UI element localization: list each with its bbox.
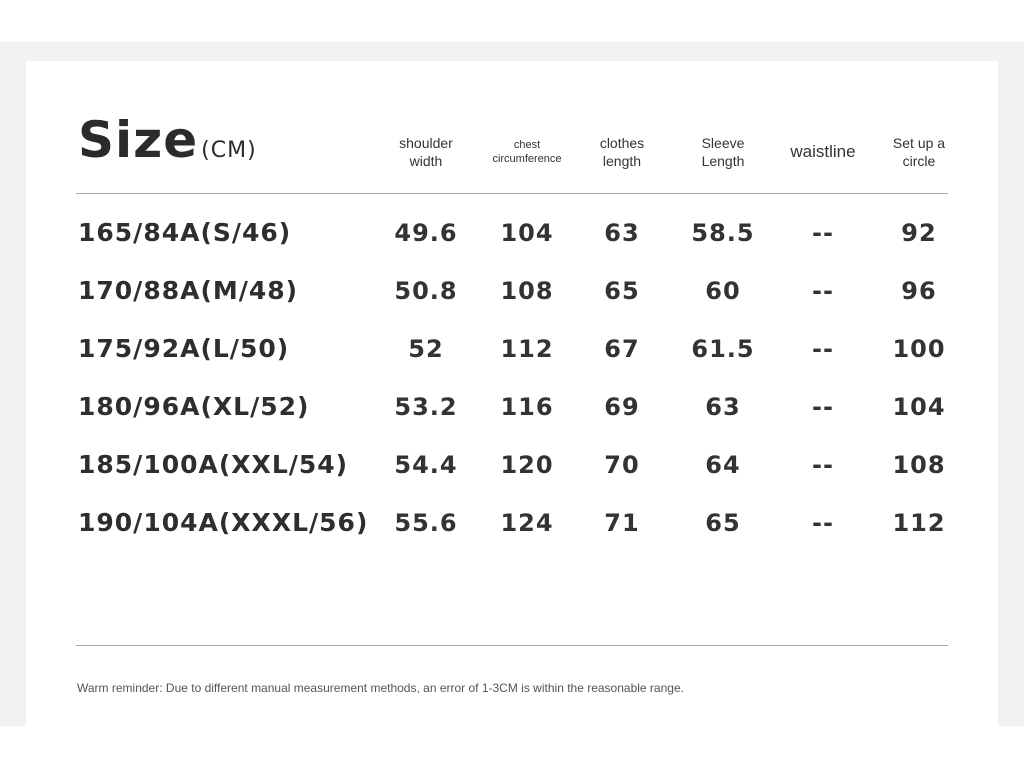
header-shoulder-width: shoulder width [399, 134, 453, 169]
table-cell: 120 [500, 451, 554, 479]
table-cell: 70 [604, 451, 640, 479]
table-cell: 60 [705, 277, 741, 305]
table-cell: 64 [705, 451, 741, 479]
table-cell: 67 [604, 335, 640, 363]
table-cell: 112 [500, 335, 554, 363]
header-set-up-a-circle: Set up a circle [892, 134, 946, 169]
table-cell: -- [812, 335, 834, 363]
header-chest-circumference: chest circumference [492, 138, 562, 165]
table-row [26, 213, 998, 253]
table-cell: 50.8 [394, 277, 458, 305]
table-cell: 63 [604, 219, 640, 247]
header-clothes-length: clothes length [599, 134, 645, 169]
table-cell: 65 [604, 277, 640, 305]
table-cell: 104 [892, 393, 946, 421]
title-unit: (CM) [201, 138, 257, 163]
page-top-margin [0, 0, 1024, 42]
warm-reminder: Warm reminder: Due to different manual measurement methods, an error of 1-3CM is within the reasonable range. [77, 681, 684, 695]
table-cell: 92 [901, 219, 937, 247]
table-cell: 108 [892, 451, 946, 479]
table-cell: 116 [500, 393, 554, 421]
footer-divider [76, 645, 948, 646]
table-cell: 54.4 [394, 451, 458, 479]
table-cell: 53.2 [394, 393, 458, 421]
table-cell: 55.6 [394, 509, 458, 537]
table-cell: 104 [500, 219, 554, 247]
title-main: Size [78, 111, 199, 169]
table-row [26, 271, 998, 311]
header-divider [76, 193, 948, 194]
size-label: 170/88A(M/48) [78, 276, 299, 305]
table-cell: -- [812, 509, 834, 537]
size-label: 185/100A(XXL/54) [78, 450, 349, 479]
size-label: 165/84A(S/46) [78, 218, 292, 247]
size-chart-card [26, 61, 998, 726]
table-cell: -- [812, 219, 834, 247]
table-cell: 61.5 [691, 335, 755, 363]
table-cell: -- [812, 277, 834, 305]
table-row [26, 329, 998, 369]
table-cell: 52 [408, 335, 444, 363]
table-cell: -- [812, 393, 834, 421]
table-cell: 124 [500, 509, 554, 537]
table-row [26, 387, 998, 427]
table-cell: 100 [892, 335, 946, 363]
table-cell: 65 [705, 509, 741, 537]
table-cell: 71 [604, 509, 640, 537]
size-label: 190/104A(XXXL/56) [78, 508, 369, 537]
page-bottom-margin [0, 726, 1024, 768]
header-waistline: waistline [790, 141, 856, 161]
size-label: 180/96A(XL/52) [78, 392, 310, 421]
table-cell: 49.6 [394, 219, 458, 247]
size-label: 175/92A(L/50) [78, 334, 290, 363]
table-cell: 58.5 [691, 219, 755, 247]
table-cell: 96 [901, 277, 937, 305]
chart-title [78, 111, 257, 171]
table-cell: 112 [892, 509, 946, 537]
table-cell: -- [812, 451, 834, 479]
table-cell: 63 [705, 393, 741, 421]
header-sleeve-length: Sleeve Length [701, 134, 745, 169]
table-cell: 108 [500, 277, 554, 305]
table-row [26, 445, 998, 485]
table-row [26, 503, 998, 543]
table-cell: 69 [604, 393, 640, 421]
